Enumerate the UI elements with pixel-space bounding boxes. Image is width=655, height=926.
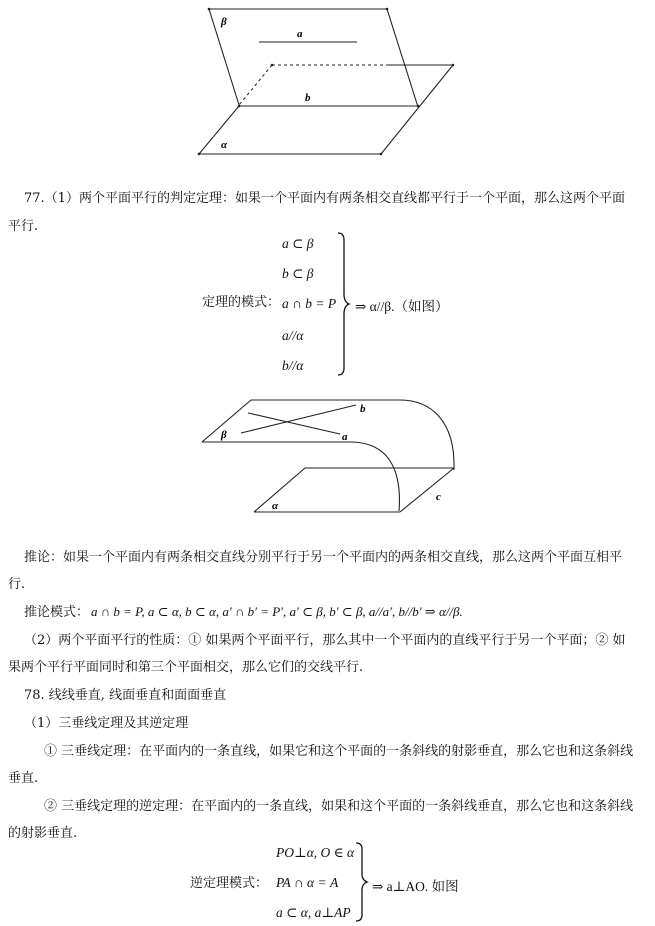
- property-line-1: （2）两个平面平行的性质：① 如果两个平面平行，那么其中一个平面内的直线平行于另一个平面；② 如: [24, 633, 626, 648]
- condition-4: a//α: [282, 328, 304, 343]
- plane-alpha-left-hidden: [239, 65, 272, 105]
- label-a: a: [297, 28, 303, 40]
- inverse-model-label: 逆定理模式：: [190, 876, 269, 891]
- item-77-line-2: 平行.: [8, 219, 39, 234]
- label-b: b: [305, 92, 311, 104]
- corollary-model-formula: a ∩ b = P, a ⊂ α, b ⊂ α, a′ ∩ b′ = P′, a′ ⊂ β, b′ ⊂ β, a//a′, b//b′ ⇒ α//β.: [91, 604, 463, 619]
- condition-5: b//α: [282, 358, 304, 373]
- figure-1-intersecting-planes: [0, 0, 655, 170]
- property-line-2: 果两个平行平面同时和第三个平面相交，那么它们的交线平行.: [8, 660, 364, 675]
- label-alpha-2: α: [272, 500, 279, 512]
- theorem-model-label: 定理的模式：: [202, 295, 281, 310]
- line-a-beta: [248, 413, 340, 434]
- three-perpendiculars-line-1: ① 三垂线定理：在平面内的一条直线，如果它和这个平面的一条斜线的射影垂直，那么它也和这条斜线: [44, 744, 634, 759]
- plane-alpha-right-edge: [381, 65, 453, 154]
- inverse-condition-3: a ⊂ α, a⊥AP: [276, 905, 351, 920]
- label-beta-2: β: [221, 429, 227, 441]
- condition-2: b ⊂ β: [282, 266, 314, 281]
- inverse-condition-1: PO⊥α, O ∈ α: [276, 845, 355, 860]
- figure-2-parallel-planes: [0, 390, 655, 530]
- curved-plane-back: [400, 400, 454, 468]
- label-b-2: b: [360, 403, 366, 415]
- inverse-conclusion: ⇒ a⊥AO. 如图: [372, 879, 459, 894]
- item-77-line-1: 77.（1）两个平面平行的判定定理：如果一个平面内有两条相交直线都平行于一个平面，那么这两个平面: [24, 191, 625, 206]
- corollary-line-1: 推论：如果一个平面内有两条相交直线分别平行于另一个平面内的两条相交直线，那么这两个平面互相平: [24, 550, 623, 565]
- label-a-2: a: [342, 431, 348, 443]
- curved-plane-front: [350, 442, 399, 511]
- label-alpha: α: [221, 139, 228, 151]
- corollary-line-2: 行.: [8, 577, 26, 592]
- three-perpendiculars-line-2: 垂直.: [8, 771, 39, 786]
- condition-3: a ∩ b = P: [282, 296, 337, 311]
- brace-1: [336, 232, 356, 382]
- inverse-condition-2: PA ∩ α = A: [276, 875, 339, 890]
- plane-alpha-left-edge: [199, 106, 239, 154]
- condition-1: a ⊂ β: [282, 236, 314, 251]
- inverse-theorem-line-1: ② 三垂线定理的逆定理：在平面内的一条直线，如果和这个平面的一条斜线垂直，那么它也和这条斜线: [44, 799, 634, 814]
- theorem-conclusion: ⇒ α//β.（如图）: [355, 299, 449, 314]
- corollary-model-prefix: 推论模式：: [24, 605, 90, 620]
- plane-alpha-left: [254, 468, 305, 512]
- brace-2: [354, 842, 374, 924]
- label-c-2: c: [436, 491, 441, 503]
- plane-beta-right-edge: [387, 9, 418, 107]
- inverse-theorem-line-2: 的射影垂直.: [8, 826, 78, 841]
- label-beta: β: [221, 16, 227, 28]
- line-c-intersection: [400, 468, 454, 512]
- item-78-subtitle: （1）三垂线定理及其逆定理: [24, 716, 189, 731]
- line-b-beta: [241, 405, 356, 433]
- item-78-title: 78. 线线垂直, 线面垂直和面面垂直: [24, 688, 227, 703]
